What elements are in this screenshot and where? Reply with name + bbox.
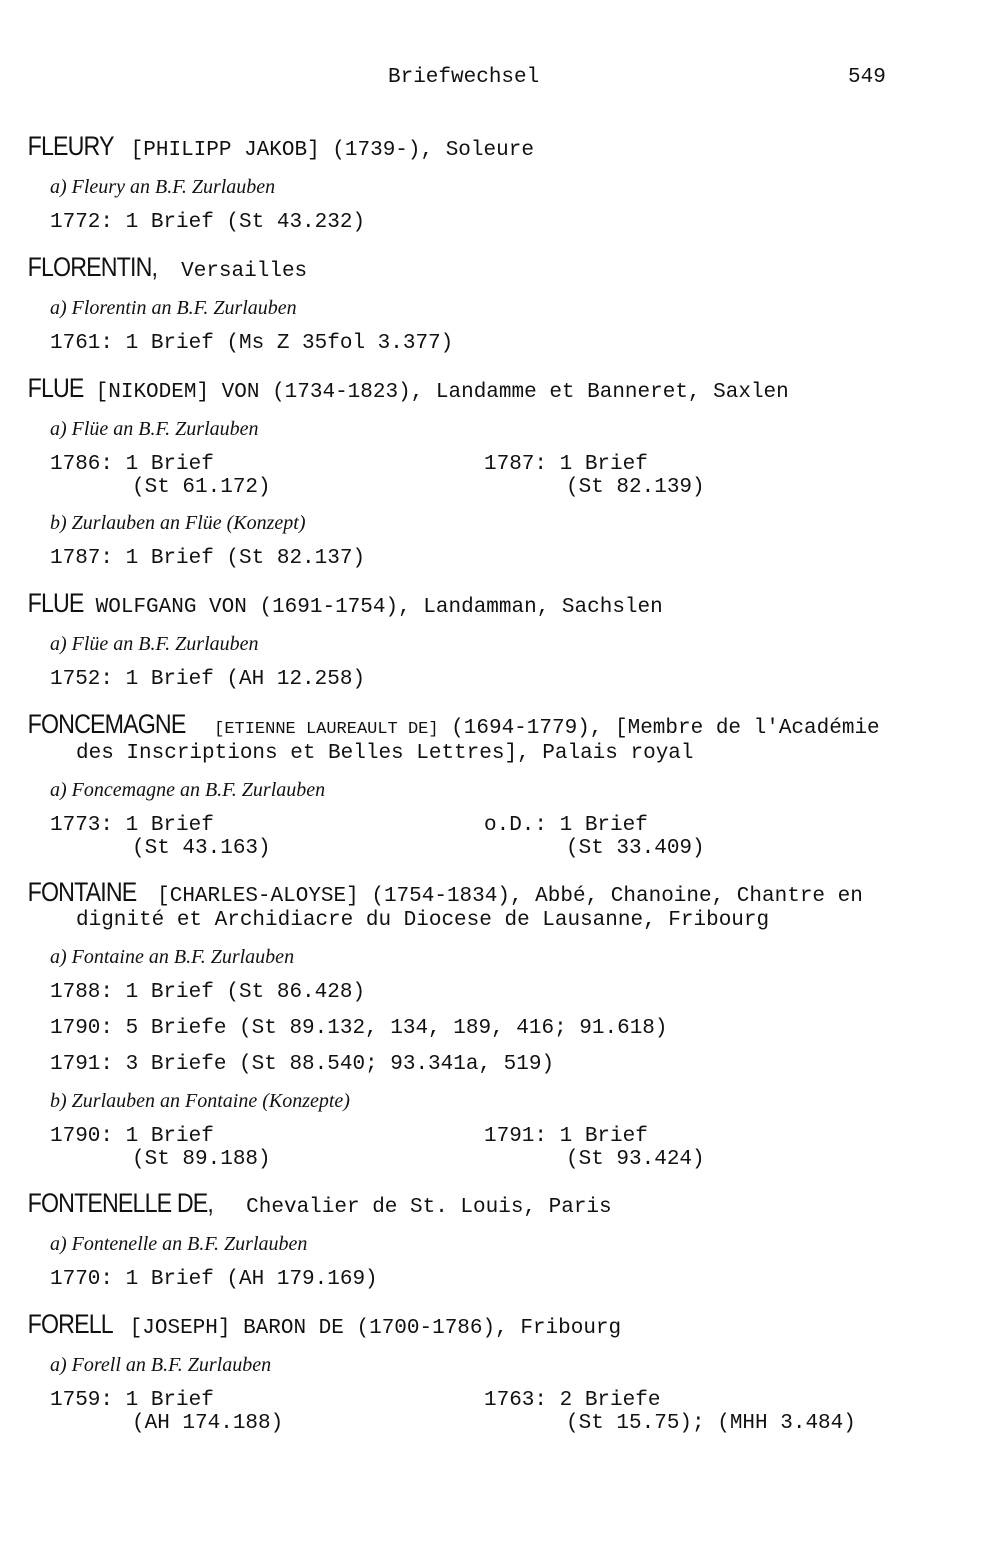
letter-column — [50, 814, 484, 860]
section-label: a) Forell an B.F. Zurlauben — [50, 1354, 272, 1376]
letter-year: 1791: 1 Brief — [484, 1125, 648, 1148]
entry-heading — [27, 588, 930, 620]
letter-column — [484, 453, 918, 499]
entry-name: FONTAINE — [27, 877, 137, 907]
entry-fontenelle — [27, 1188, 930, 1292]
letter-column — [50, 1125, 484, 1171]
letter-column — [484, 814, 918, 860]
letter-year: o.D.: 1 Brief — [484, 814, 648, 837]
section-label: a) Fontenelle an B.F. Zurlauben — [50, 1233, 308, 1255]
entry-heading — [27, 131, 930, 163]
letter-reference: (AH 174.188) — [132, 1412, 284, 1435]
section-label: a) Fleury an B.F. Zurlauben — [50, 176, 276, 198]
entry-foncemagne — [27, 709, 930, 860]
section-label: a) Flüe an B.F. Zurlauben — [50, 418, 259, 440]
entry-heading — [27, 252, 930, 284]
letter-year: 1787: 1 Brief — [484, 453, 648, 476]
entry-detail: (1694-1779), [Membre de l'Académie des Inscriptions et Belles Lettres], Palais royal — [76, 717, 880, 765]
letter-year: 1786: 1 Brief — [50, 453, 214, 476]
entry-name: FLORENTIN, — [27, 252, 158, 282]
letter-line: 1791: 3 Briefe (St 88.540; 93.341a, 519) — [50, 1053, 555, 1076]
entry-detail: Versailles — [181, 260, 308, 283]
entry-detail: [CHARLES-ALOYSE] (1754-1834), Abbé, Chanoine, Chantre en dignité et Archidiacre du Diocese de Lausanne, Fribourg — [76, 885, 863, 932]
entry-name: FONTENELLE DE, — [27, 1188, 214, 1218]
letter-line: 1770: 1 Brief (AH 179.169) — [50, 1268, 378, 1291]
letter-line: 1752: 1 Brief (AH 12.258) — [50, 668, 366, 691]
entry-heading — [27, 373, 930, 405]
letter-columns — [50, 814, 930, 860]
entry-fleury — [27, 131, 930, 235]
entry-heading — [27, 877, 930, 933]
entry-detail: Chevalier de St. Louis, Paris — [246, 1196, 612, 1219]
letter-line: 1772: 1 Brief (St 43.232) — [50, 211, 366, 234]
letter-reference: (St 61.172) — [132, 476, 271, 499]
letter-year: 1763: 2 Briefe — [484, 1389, 661, 1412]
letter-reference: (St 93.424) — [566, 1148, 705, 1171]
letter-line: 1761: 1 Brief (Ms Z 35fol 3.377) — [50, 332, 454, 355]
header-title: Briefwechsel — [388, 66, 540, 89]
section-label: a) Fontaine an B.F. Zurlauben — [50, 946, 295, 968]
running-header — [0, 66, 1000, 94]
section-label: b) Zurlauben an Fontaine (Konzepte) — [50, 1090, 350, 1112]
letter-columns — [50, 1389, 930, 1435]
entry-fontaine — [27, 877, 930, 1171]
entry-list — [27, 131, 930, 1455]
section-label: a) Flüe an B.F. Zurlauben — [50, 633, 259, 655]
section-label: a) Florentin an B.F. Zurlauben — [50, 297, 297, 319]
letter-column — [484, 1389, 918, 1435]
entry-detail-small: [ETIENNE LAUREAULT DE] — [214, 720, 439, 739]
entry-name: FORELL — [27, 1309, 113, 1339]
letter-year: 1759: 1 Brief — [50, 1389, 214, 1412]
entry-name: FLEURY — [27, 131, 114, 161]
letter-line: 1787: 1 Brief (St 82.137) — [50, 547, 366, 570]
entry-detail: [NIKODEM] VON (1734-1823), Landamme et Banneret, Saxlen — [95, 381, 789, 404]
entry-name: FONCEMAGNE — [27, 709, 186, 739]
letter-reference: (St 15.75); (MHH 3.484) — [566, 1412, 856, 1435]
letter-line: 1788: 1 Brief (St 86.428) — [50, 981, 366, 1004]
letter-columns — [50, 453, 930, 499]
letter-reference: (St 82.139) — [566, 476, 705, 499]
entry-heading — [27, 1309, 930, 1341]
entry-forell — [27, 1309, 930, 1435]
section-label: b) Zurlauben an Flüe (Konzept) — [50, 512, 306, 534]
entry-name: FLUE — [27, 588, 84, 618]
entry-detail: [PHILIPP JAKOB] (1739-), Soleure — [130, 139, 534, 162]
letter-column — [484, 1125, 918, 1171]
entry-heading — [27, 1188, 930, 1220]
letter-year: 1790: 1 Brief — [50, 1125, 214, 1148]
letter-line: 1790: 5 Briefe (St 89.132, 134, 189, 416; 91.618) — [50, 1017, 668, 1040]
letter-column — [50, 1389, 484, 1435]
entry-heading — [27, 709, 930, 766]
section-label: a) Foncemagne an B.F. Zurlauben — [50, 779, 326, 801]
letter-columns — [50, 1125, 930, 1171]
entry-florentin — [27, 252, 930, 356]
letter-column — [50, 453, 484, 499]
letter-reference: (St 43.163) — [132, 837, 271, 860]
page-number: 549 — [848, 66, 886, 89]
entry-flue-nikodem — [27, 373, 930, 571]
entry-detail: [JOSEPH] BARON DE (1700-1786), Fribourg — [129, 1317, 622, 1340]
entry-detail: WOLFGANG VON (1691-1754), Landamman, Sachslen — [95, 596, 663, 619]
letter-year: 1773: 1 Brief — [50, 814, 214, 837]
entry-flue-wolfgang — [27, 588, 930, 692]
letter-reference: (St 89.188) — [132, 1148, 271, 1171]
entry-name: FLUE — [27, 373, 84, 403]
letter-reference: (St 33.409) — [566, 837, 705, 860]
